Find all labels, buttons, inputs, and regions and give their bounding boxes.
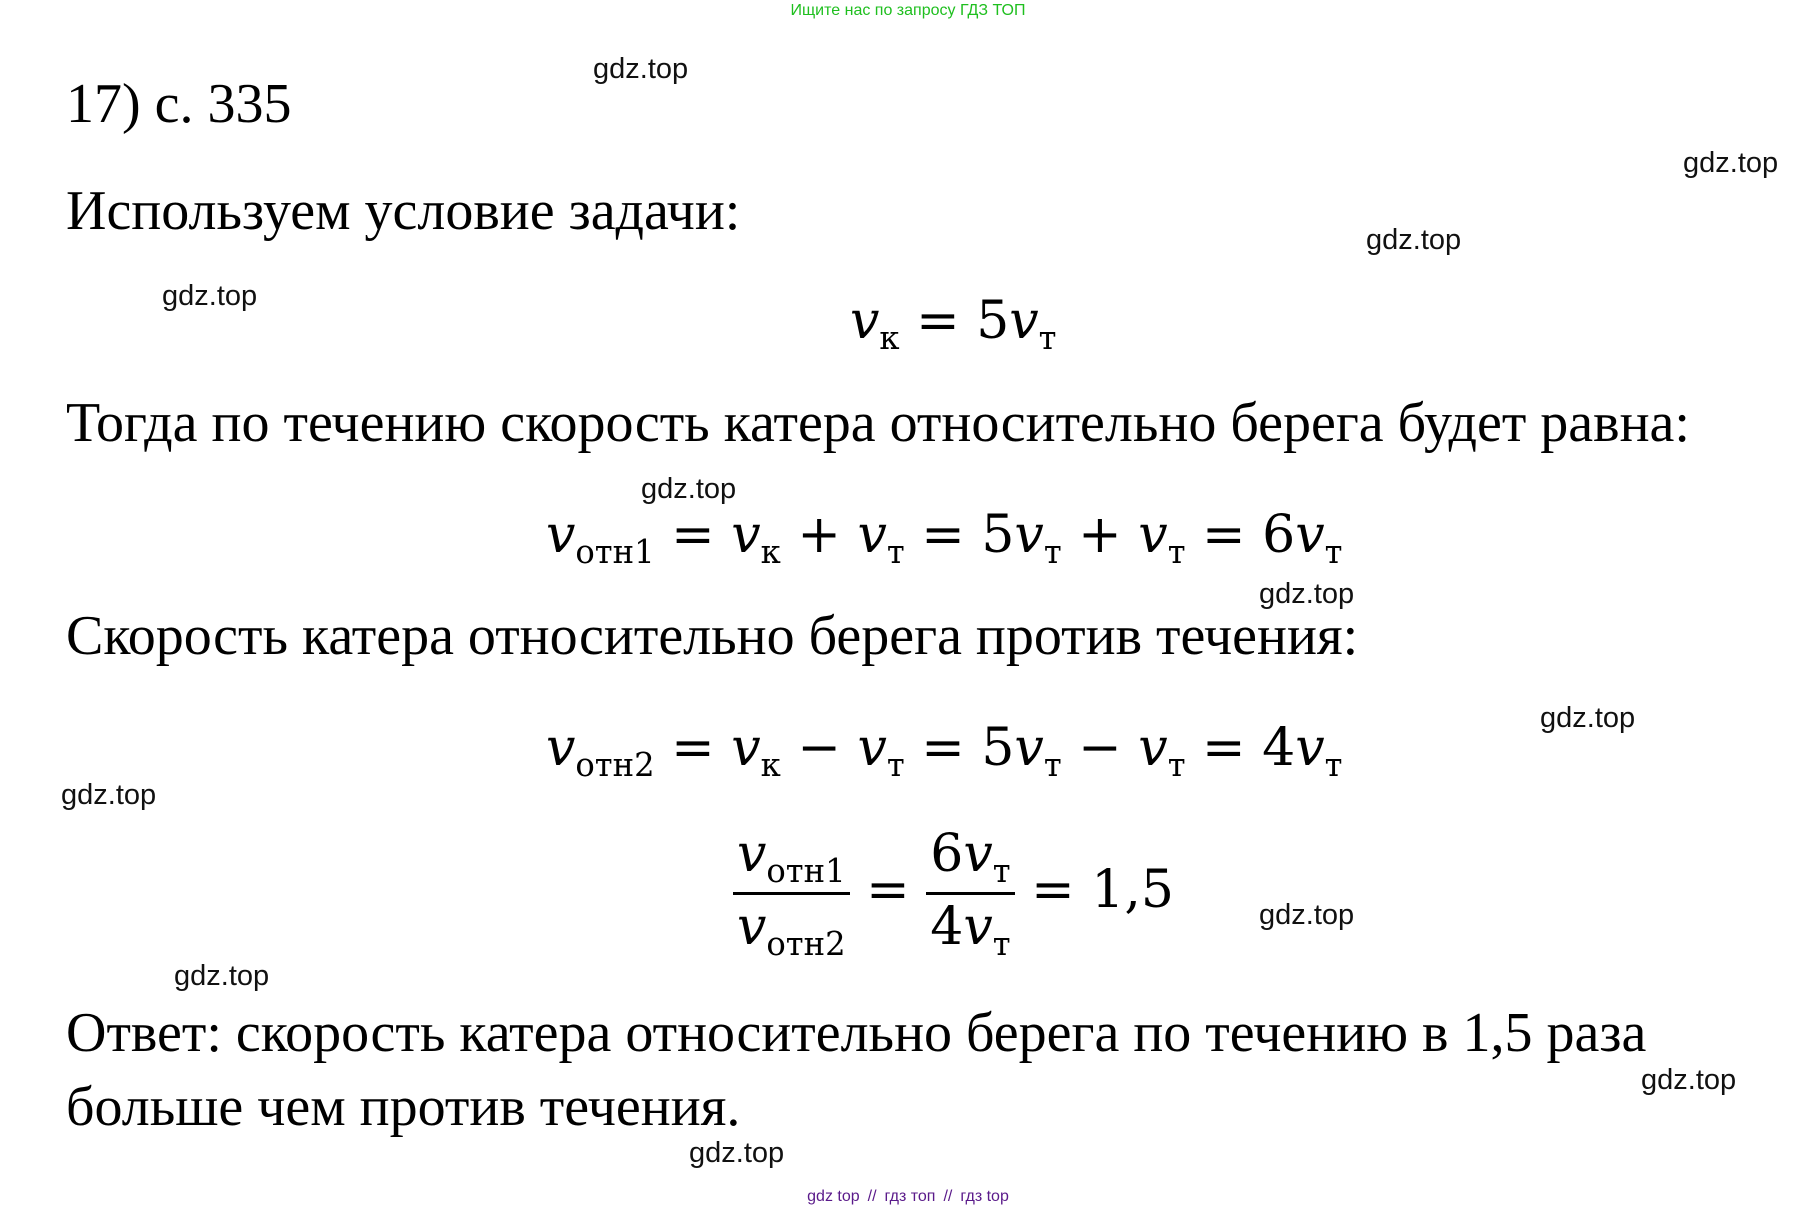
- upstream-text: Скорость катера относительно берега против течения:: [66, 605, 1359, 667]
- watermark: gdz.top: [1540, 702, 1636, 734]
- watermark: gdz.top: [1259, 578, 1355, 610]
- formula-upstream: $v_{отн2} = v_к - v_т = 5v_т - v_т = 4v_т$: [546, 718, 1343, 785]
- footer-separator: //: [943, 1188, 953, 1205]
- ratio-value: 1,5: [1091, 860, 1174, 920]
- footer-separator: //: [867, 1188, 877, 1205]
- downstream-text: Тогда по течению скорость катера относительно берега будет равна:: [66, 392, 1690, 454]
- condition-text: Используем условие задачи:: [66, 180, 741, 242]
- search-note: Ищите нас по запросу ГДЗ ТОП: [790, 2, 1026, 19]
- watermark: gdz.top: [162, 280, 258, 312]
- watermark: gdz.top: [1683, 147, 1779, 179]
- watermark: gdz.top: [593, 53, 689, 85]
- task-number: 17) с. 335: [66, 73, 292, 135]
- fraction-velocities: $\frac{v_{отн1}}{v_{отн2}}$: [733, 822, 850, 965]
- watermark: gdz.top: [641, 473, 737, 505]
- fraction-values: $\frac{6v_т}{4v_т}$: [926, 822, 1014, 965]
- answer-line-2: больше чем против течения.: [66, 1076, 741, 1138]
- formula-downstream: $v_{отн1} = v_к + v_т = 5v_т + v_т = 6v_т$: [546, 505, 1343, 572]
- watermark: gdz.top: [1641, 1064, 1737, 1096]
- footer-links: [0, 1187, 1816, 1207]
- answer-line-1: Ответ: скорость катера относительно берега по течению в 1,5 раза: [66, 1002, 1647, 1064]
- footer-link[interactable]: gdz top: [807, 1188, 860, 1205]
- watermark: gdz.top: [174, 960, 270, 992]
- watermark: gdz.top: [689, 1137, 785, 1169]
- formula-condition: $v_к = 5v_т$: [850, 291, 1057, 358]
- watermark: gdz.top: [1366, 224, 1462, 256]
- footer-link[interactable]: гдз топ: [884, 1188, 936, 1205]
- footer-link[interactable]: гдз top: [960, 1188, 1009, 1205]
- watermark: gdz.top: [1259, 899, 1355, 931]
- formula-ratio: $\frac{v_{отн1}}{v_{отн2}}$ = $\frac{6v_т}{4v_т}$ = 1,5: [733, 822, 1174, 965]
- watermark: gdz.top: [61, 779, 157, 811]
